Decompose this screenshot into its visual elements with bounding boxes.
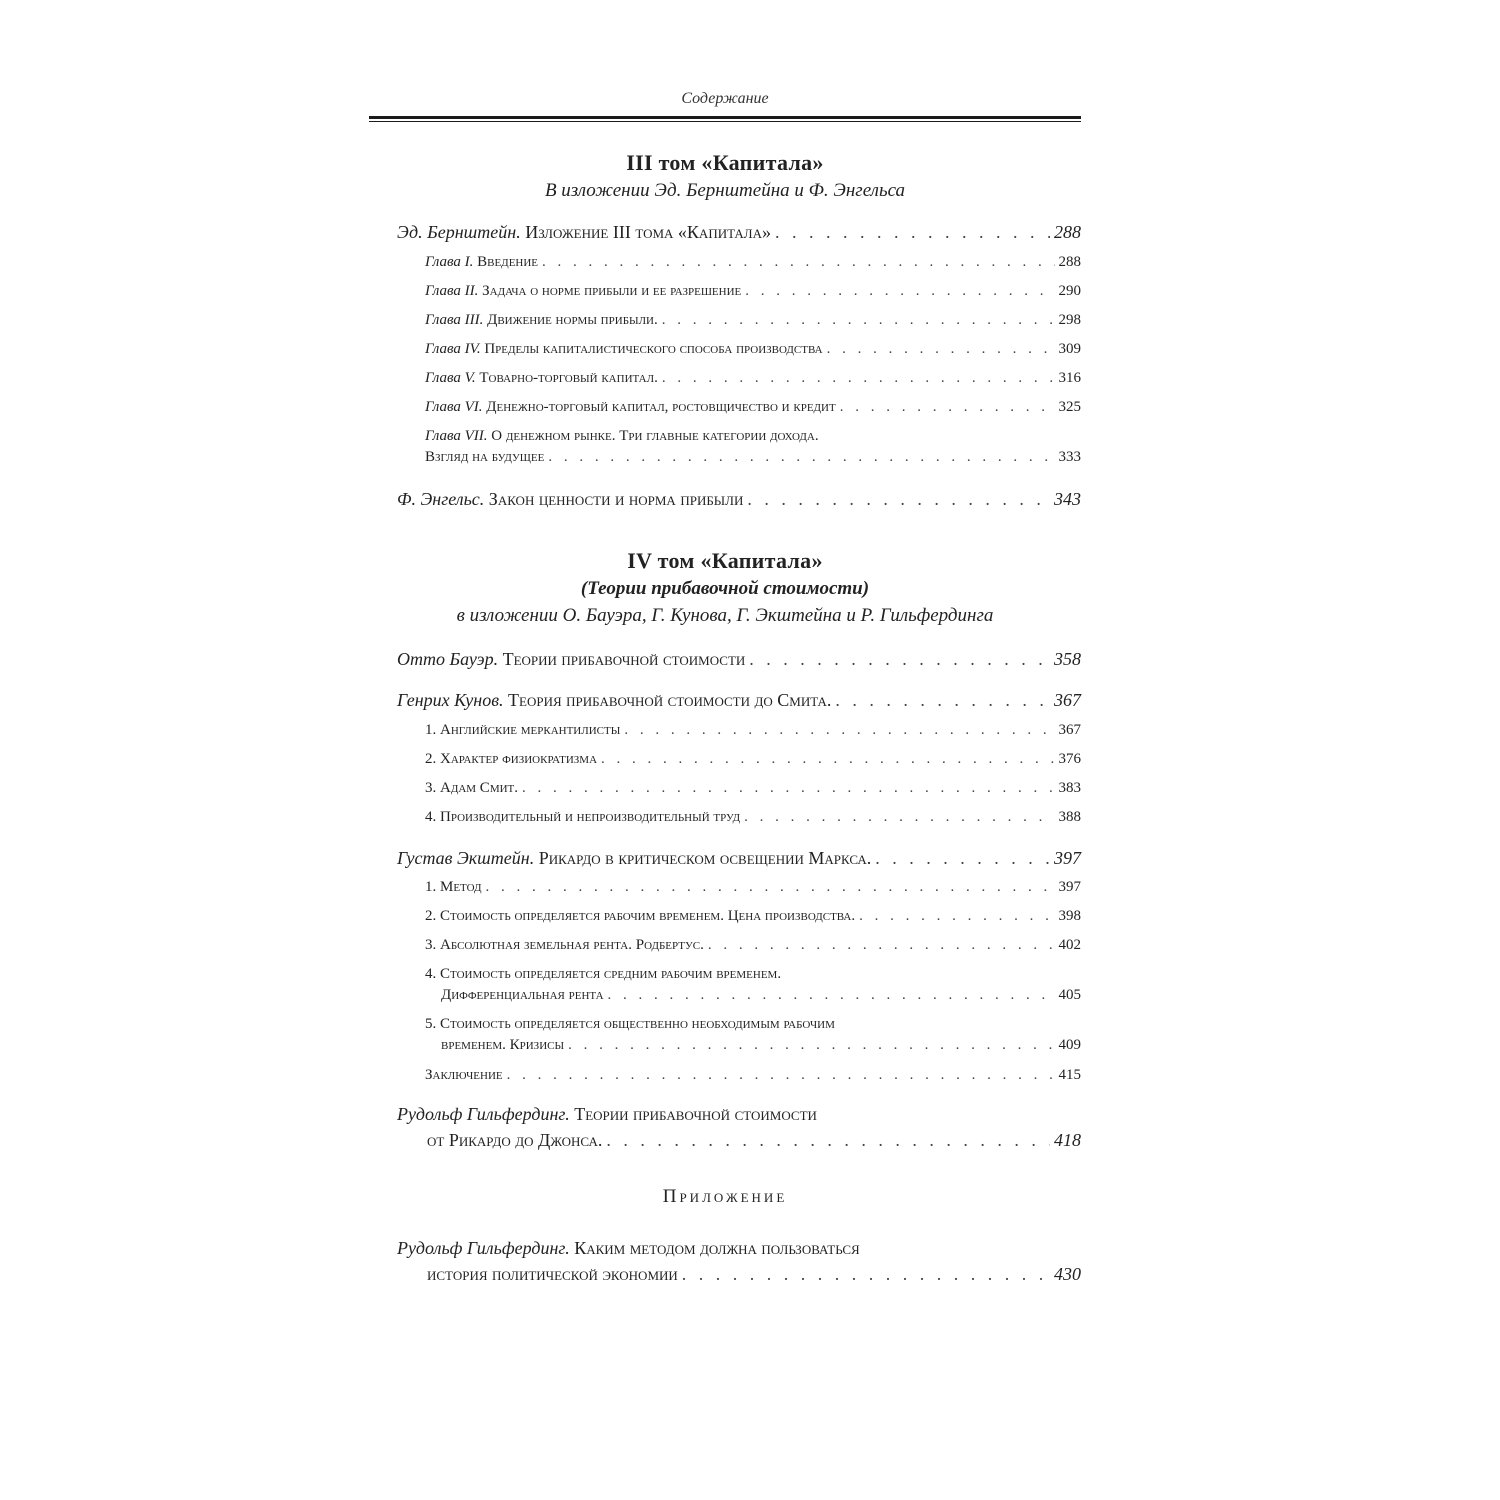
page-number: 309 (1058, 341, 1081, 357)
toc-entry[interactable] (397, 1238, 1081, 1285)
entry-title: Задача о норме прибыли и ее разрешение (482, 283, 742, 299)
leader-dots (624, 722, 1054, 739)
entry-author: Эд. Бернштейн. (397, 222, 521, 242)
entry-label: Глава VI. (425, 399, 483, 415)
leader-dots (840, 399, 1055, 416)
leader-dots (744, 809, 1054, 826)
entry-title: Товарно-торговый капитал. (479, 370, 658, 386)
toc-entry[interactable] (397, 489, 1081, 510)
entry-title: Рикардо в критическом освещении Маркса. (538, 848, 872, 868)
leader-dots (859, 908, 1054, 925)
toc-entry[interactable] (425, 312, 1081, 329)
entry-title: Пределы капиталистического способа производства (484, 341, 823, 357)
toc-entry[interactable] (425, 370, 1081, 387)
header-rule-thick (369, 116, 1081, 119)
toc-entry[interactable] (397, 222, 1081, 243)
entry-title: 3. Абсолютная земельная рента. Родбертус. (425, 937, 704, 953)
page-number: 402 (1058, 937, 1081, 953)
toc-entry[interactable] (425, 780, 1081, 797)
page-number: 367 (1058, 722, 1081, 738)
leader-dots (827, 341, 1055, 358)
page-number: 430 (1054, 1264, 1081, 1284)
entry-author: Рудольф Гильфердинг. (397, 1104, 570, 1124)
entry-author: Ф. Энгельс. (397, 489, 485, 509)
section-4-editors: в изложении О. Бауэра, Г. Кунова, Г. Экштейна и Р. Гильфердинга (456, 605, 994, 626)
page-number: 418 (1054, 1130, 1081, 1150)
leader-dots (749, 649, 1050, 670)
entry-title: 2. Характер физиократизма (425, 751, 598, 767)
entry-author: Рудольф Гильфердинг. (397, 1238, 570, 1258)
page-number: 397 (1054, 848, 1081, 868)
leader-dots (875, 848, 1050, 869)
entry-label: Глава III. (425, 312, 484, 328)
toc-entry[interactable] (425, 809, 1081, 826)
page-number: 388 (1058, 809, 1081, 825)
toc-entry[interactable] (397, 690, 1081, 711)
entry-title: 4. Стоимость определяется средним рабочим временем. (425, 966, 782, 982)
toc-entry[interactable] (425, 879, 1081, 896)
entry-title: 2. Стоимость определяется рабочим временем. Цена производства. (425, 908, 856, 924)
page-number: 290 (1058, 283, 1081, 299)
toc-entry[interactable] (397, 649, 1081, 670)
toc-entry[interactable] (425, 1016, 1081, 1054)
toc-entry[interactable] (425, 399, 1081, 416)
toc-entry[interactable] (397, 1104, 1081, 1151)
entry-title: 5. Стоимость определяется общественно необходимым рабочим (425, 1016, 835, 1032)
leader-dots (662, 312, 1055, 329)
toc-entry[interactable] (425, 751, 1081, 768)
leader-dots (568, 1037, 1054, 1054)
page-number: 298 (1058, 312, 1081, 328)
page-number: 358 (1054, 649, 1081, 669)
leader-dots (708, 937, 1055, 954)
toc-entry[interactable] (425, 1067, 1081, 1084)
toc-entry[interactable] (425, 937, 1081, 954)
entry-title: Теории прибавочной стоимости (574, 1104, 817, 1124)
entry-title: 3. Адам Смит. (425, 780, 519, 796)
section-4-subtitle: (Теории прибавочной стоимости) (580, 578, 870, 599)
header-rule-thin (369, 121, 1081, 122)
page-number: 288 (1058, 254, 1081, 270)
toc-entry[interactable] (425, 283, 1081, 300)
entry-title-cont: Взгляд на будущее (425, 449, 545, 465)
leader-dots (601, 751, 1054, 768)
appendix-heading: Приложение (662, 1186, 788, 1207)
entry-label: Глава II. (425, 283, 479, 299)
toc-entry[interactable] (397, 848, 1081, 869)
toc-entry[interactable] (425, 428, 1081, 466)
page-number: 398 (1058, 908, 1081, 924)
leader-dots (662, 370, 1055, 387)
leader-dots (486, 879, 1055, 896)
toc-entry[interactable] (425, 908, 1081, 925)
toc-entry[interactable] (425, 966, 1081, 1004)
leader-dots (682, 1264, 1050, 1285)
toc-entry[interactable] (425, 254, 1081, 271)
entry-label: Глава I. (425, 254, 474, 270)
entry-title: Теория прибавочной стоимости до Смита. (508, 690, 832, 710)
leader-dots (608, 987, 1055, 1004)
entry-title: Движение нормы прибыли. (487, 312, 658, 328)
page-number: 376 (1058, 751, 1081, 767)
leader-dots (835, 690, 1050, 711)
leader-dots (548, 449, 1054, 466)
entry-title: Изложение III тома «Капитала» (525, 222, 771, 242)
entry-label: Глава IV. (425, 341, 481, 357)
page-number: 288 (1054, 222, 1081, 242)
entry-title: Заключение (425, 1067, 503, 1083)
section-3-title: III том «Капитала» (626, 150, 824, 175)
entry-author: Отто Бауэр. (397, 649, 499, 669)
running-header: Содержание (681, 90, 769, 107)
entry-title-cont: временем. Кризисы (441, 1037, 565, 1053)
page-number: 333 (1058, 449, 1081, 465)
contents-page (369, 0, 1081, 1500)
leader-dots (747, 489, 1050, 510)
toc-entry[interactable] (425, 722, 1081, 739)
leader-dots (775, 222, 1050, 243)
entry-title: 1. Английские меркантилисты (425, 722, 621, 738)
toc-entry[interactable] (425, 341, 1081, 358)
entry-title-cont: Дифференциальная рента (441, 987, 604, 1003)
page-number: 409 (1058, 1037, 1081, 1053)
leader-dots (522, 780, 1054, 797)
leader-dots (542, 254, 1054, 271)
entry-label: Глава V. (425, 370, 476, 386)
section-4-title: IV том «Капитала» (627, 548, 823, 573)
page-number: 367 (1054, 690, 1081, 710)
page-number: 316 (1058, 370, 1081, 386)
leader-dots (606, 1130, 1050, 1151)
entry-author: Густав Экштейн. (397, 848, 535, 868)
entry-title: 4. Производительный и непроизводительный труд (425, 809, 741, 825)
entry-title-cont: от Рикардо до Джонса. (427, 1130, 603, 1150)
entry-title: 1. Метод (425, 879, 482, 895)
page-number: 405 (1058, 987, 1081, 1003)
entry-title: Закон ценности и норма прибыли (488, 489, 744, 509)
entry-author: Генрих Кунов. (397, 690, 504, 710)
entry-title-cont: история политической экономии (427, 1264, 678, 1284)
page-number: 397 (1058, 879, 1081, 895)
page-number: 383 (1058, 780, 1081, 796)
entry-title: Денежно-торговый капитал, ростовщичество и кредит (486, 399, 836, 415)
leader-dots (745, 283, 1054, 300)
entry-title: О денежном рынке. Три главные категории дохода. (491, 428, 819, 444)
entry-title: Введение (477, 254, 539, 270)
entry-label: Глава VII. (425, 428, 488, 444)
entry-title: Теории прибавочной стоимости (502, 649, 746, 669)
page-number: 343 (1054, 489, 1081, 509)
page-number: 325 (1058, 399, 1081, 415)
entry-title: Каким методом должна пользоваться (574, 1238, 860, 1258)
page-number: 415 (1058, 1067, 1081, 1083)
section-3-subtitle: В изложении Эд. Бернштейна и Ф. Энгельса (544, 180, 906, 201)
leader-dots (507, 1067, 1055, 1084)
